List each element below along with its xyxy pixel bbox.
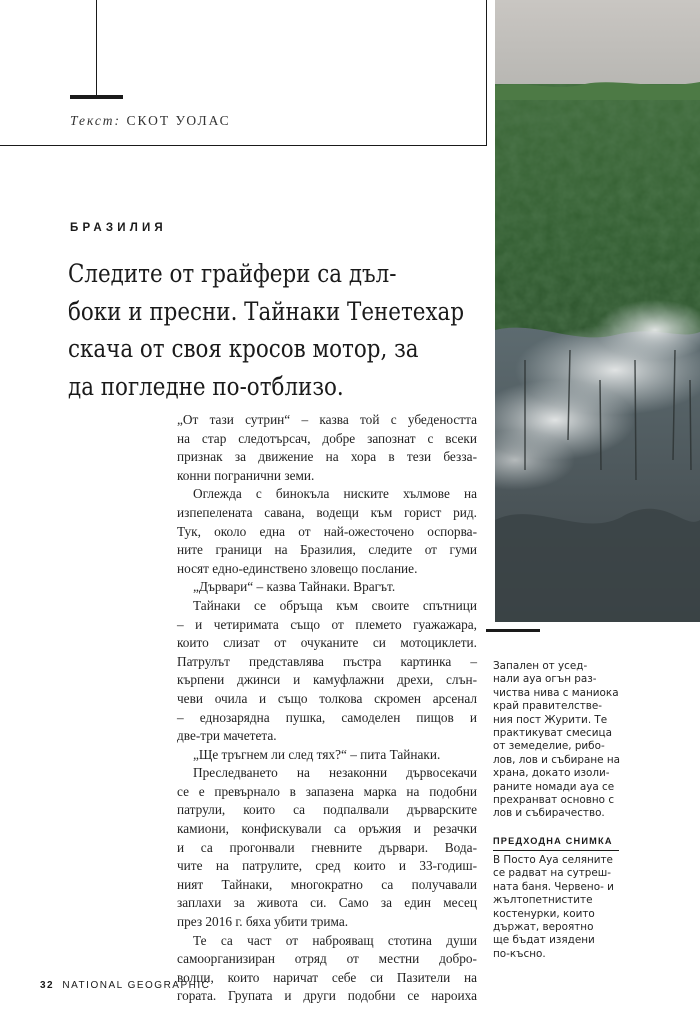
- caption-line: Запален от усед-: [493, 660, 588, 672]
- caption-line: практикуват смесица: [493, 727, 612, 740]
- magazine-name: NATIONAL GEOGRAPHIC: [62, 980, 211, 991]
- article-line: чите на патрулите, сред които и 33-годиш-: [177, 858, 477, 874]
- caption-label-rule: [493, 850, 619, 851]
- caption-line: се радват на сутреш-: [493, 867, 612, 880]
- article-line: Тук, около една от най-ожесточено оспорва-: [177, 523, 477, 539]
- previous-photo-label: ПРЕДХОДНА СНИМКА: [493, 836, 613, 846]
- caption-line: от земеделие, рибо-: [493, 740, 605, 753]
- article-line: „От тази сутрин“ – казва той с убедеността: [177, 412, 477, 427]
- byline-author: СКОТ УОЛАС: [126, 113, 231, 128]
- headline-line: Следите от грайфери са дъл-: [68, 259, 397, 289]
- article-line: „Ще тръгнем ли след тях?“ – пита Тайнаки.: [193, 746, 441, 762]
- article-line: Тайнаки се обръща към своите спътници: [193, 597, 477, 613]
- article-line: конни погранични земи.: [177, 467, 315, 483]
- article-line: ните граници на Бразилия, следите от гуми: [177, 542, 477, 558]
- caption-line: ния пост Журити. Те: [493, 713, 608, 726]
- article-line: носят едно-единствено зловещо послание.: [177, 560, 418, 576]
- article-line: две-три мачетета.: [177, 728, 277, 744]
- article-line: признак за движение на хора в тези безза-: [177, 449, 477, 465]
- caption-line: ще бъдат изядени: [493, 934, 595, 947]
- caption-short-rule: [486, 629, 540, 632]
- caption-line: В Посто Ауа селяните: [493, 854, 613, 866]
- byline: [70, 113, 231, 129]
- caption-line: лов, лов и събиране на: [493, 753, 621, 766]
- article-line: волци, които наричат себе си Пазители на: [177, 969, 477, 985]
- article-line: – еднозарядна пушка, самоделен пищов и: [177, 709, 477, 725]
- forest-fire-photo: [495, 0, 700, 622]
- article-line: „Дървари“ – казва Тайнаки. Врагът.: [193, 579, 396, 595]
- previous-photo-caption: [493, 854, 643, 961]
- article-body: [177, 411, 477, 1006]
- section-kicker: БРАЗИЛИЯ: [70, 222, 167, 234]
- caption-line: храна, докато изоли-: [493, 767, 610, 780]
- article-line: кърпени джинси и камуфлажни дрехи, слън-: [177, 672, 477, 688]
- article-line: гората. Групата и други подобни се нароиха: [177, 988, 477, 1004]
- article-line: Те са част от наброяващ стотина души: [193, 932, 477, 948]
- page-number: 32: [40, 980, 55, 991]
- photo-caption: [493, 660, 643, 821]
- forest-fire-photo-art: [495, 0, 700, 622]
- top-vertical-rule: [96, 0, 97, 95]
- caption-line: прехранват основно с: [493, 794, 615, 807]
- caption-line: чиства нива с маниока: [493, 686, 619, 699]
- caption-line: държат, вероятно: [493, 921, 594, 934]
- caption-line: ната баня. Червено- и: [493, 880, 614, 893]
- article-line: чеви очила и също толкова скромен арсенал: [177, 690, 477, 706]
- caption-line: костенурки, които: [493, 907, 595, 920]
- caption-line: край правителстве-: [493, 700, 603, 713]
- article-line: камиони, конфискували са оръжия и резачки: [177, 821, 477, 837]
- article-line: изпепелената савана, водещи към горист рид.: [177, 504, 477, 520]
- article-line: ният Тайнаки, многократно са получавали: [177, 876, 477, 892]
- caption-line: лов и събирачество.: [493, 807, 605, 820]
- article-line: Преследването на незаконни дървосекачи: [193, 765, 477, 781]
- caption-line: нали ауа огън раз-: [493, 673, 597, 686]
- headline-line: скача от своя кросов мотор, за: [68, 334, 419, 364]
- article-line: които слизат от очуканите си мотоциклети.: [177, 635, 477, 651]
- article-line: на стар следотърсач, добре запознат с всеки: [177, 430, 477, 446]
- article-line: заплахи за живота си. Само за един месец: [177, 895, 477, 911]
- column-divider-rule: [486, 0, 487, 145]
- article-line: се е превърнало в запазена марка на подобни: [177, 783, 477, 799]
- article-line: – и четиримата също от племето гуажажара,: [177, 616, 477, 632]
- caption-line: по-късно.: [493, 947, 546, 960]
- caption-line: раните номади ауа се: [493, 780, 615, 793]
- article-line: Патрулът представлява пъстра картинка –: [177, 653, 477, 669]
- article-line: патрули, които са подпалвали дърварските: [177, 802, 477, 818]
- headline-line: боки и пресни. Тайнаки Тенетехар: [68, 296, 465, 327]
- byline-short-rule: [70, 95, 123, 99]
- article-line: самоорганизиран отряд от местни добро-: [177, 951, 477, 967]
- article-line: Оглежда с бинокъла ниските хълмове на: [193, 486, 477, 502]
- header-long-rule: [0, 145, 487, 146]
- headline-line: да погледне по-отблизо.: [68, 371, 344, 402]
- article-line: през 2016 г. бяха убити трима.: [177, 914, 349, 930]
- page-footer: [40, 980, 210, 991]
- byline-label: Текст:: [70, 113, 122, 128]
- article-line: и са прогонвали гневните дървари. Вода-: [177, 839, 477, 855]
- caption-line: жълтопетнистите: [493, 894, 593, 907]
- headline: [68, 256, 465, 406]
